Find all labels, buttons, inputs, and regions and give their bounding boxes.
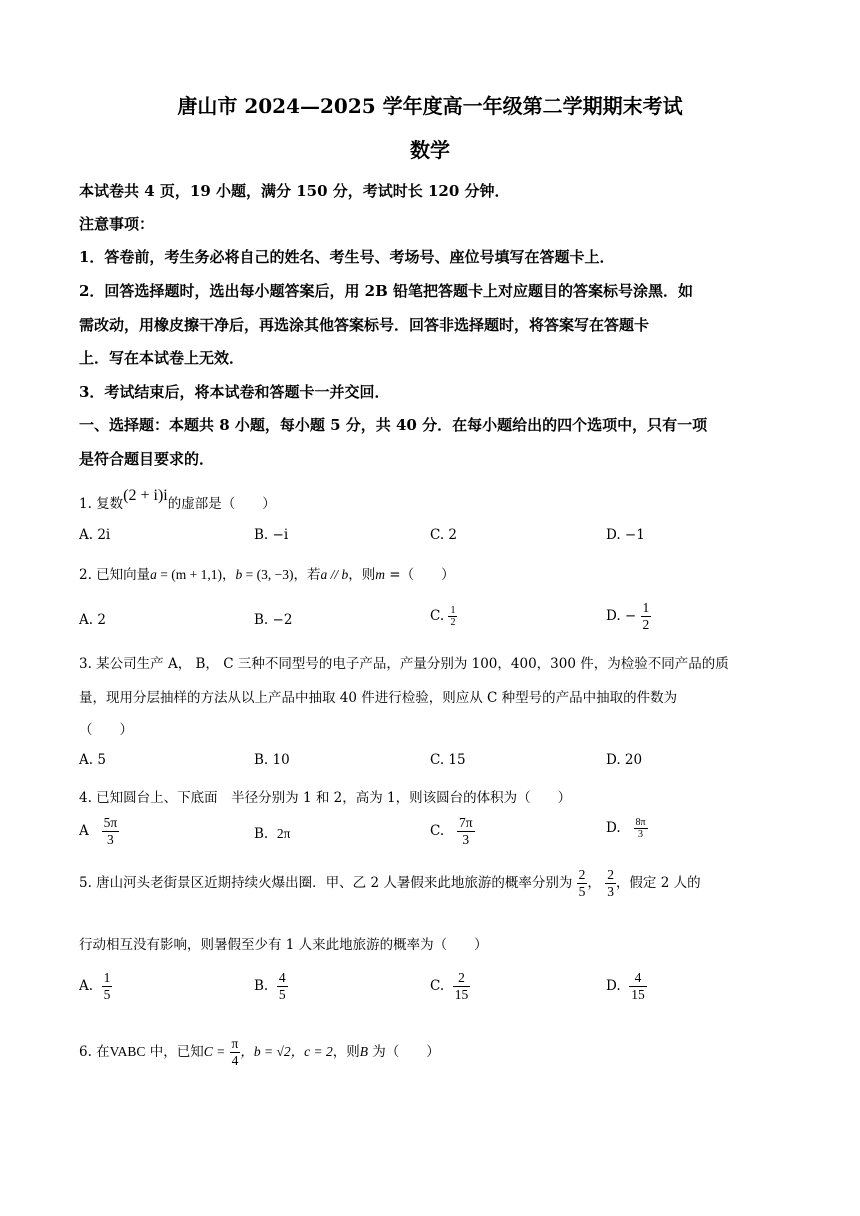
question-3-line1: 3. 某公司生产 A， B， C 三种不同型号的电子产品，产量分别为 100，400，300 件，为检验不同产品的质 [79,656,729,672]
notice-item-2-line1: 2．回答选择题时，选出每小题答案后，用 2B 铅笔把答题卡上对应题目的答案标号涂黑．如 [79,282,694,300]
question-6-stem: 6. 在VABC 中，已知C = $\frac{\pi}{4}$ ，b = √2，c = 2，则B 为（ ） [79,1036,440,1068]
q2-option-a: A. 2 [79,612,106,628]
q5-option-a: A. $\frac{1}{5}$ [79,970,111,1002]
question-3-line2: 量，现用分层抽样的方法从以上产品中抽取 40 件进行检验，则应从 C 种型号的产品中抽取的件数为 [79,690,678,706]
q5-option-d: D. $\frac{4}{15}$ [606,970,645,1002]
section-heading-line1: 一、选择题：本题共 8 小题，每小题 5 分，共 40 分．在每小题给出的四个选项中，只有一项 [79,416,708,434]
q3-option-d: D. 20 [606,752,643,768]
question-1-expression: (2 + i)i [123,487,168,504]
instructions-intro: 本试卷共 4 页，19 小题，满分 150 分，考试时长 120 分钟． [79,182,510,200]
q3-option-b: B. 10 [254,752,290,768]
q2-option-d: D. − $\frac{1}{2}$ [606,600,650,632]
q4-option-c: C. $\frac{7\pi}{3}$ [430,815,473,847]
question-1-stem: 1. 复数(2 + i)i的虚部是（ ） [79,487,276,512]
q3-option-a: A. 5 [79,752,106,768]
notice-label: 注意事项： [79,215,155,233]
notice-item-2-line2: 需改动，用橡皮擦干净后，再选涂其他答案标号．回答非选择题时，将答案写在答题卡 [79,316,650,334]
q2-option-c: C. $\frac{1}{2}$ [430,605,456,628]
exam-subject: 数学 [410,138,450,162]
q4-option-a: A $\frac{5\pi}{3}$ [79,815,118,847]
q4-option-b: B. 2π [254,826,291,842]
notice-item-1: 1．答卷前，考生务必将自己的姓名、考生号、考场号、座位号填写在答题卡上． [79,248,615,266]
notice-item-2-line3: 上．写在本试卷上无效． [79,349,245,367]
q1-option-d: D. −1 [606,527,645,543]
q2-option-b: B. −2 [254,612,293,628]
q1-option-c: C. 2 [430,527,458,543]
q1-option-b: B. −i [254,527,289,543]
section-heading-line2: 是符合题目要求的． [79,450,215,468]
question-2-stem: 2. 已知向量a = (m + 1,1)，b = (3, −3)，若a // b，则m =（ ） [79,567,455,583]
question-5-line2: 行动相互没有影响，则暑假至少有 1 人来此地旅游的概率为（ ） [79,937,488,953]
q5-option-c: C. $\frac{2}{15}$ [430,970,469,1002]
q5-option-b: B. $\frac{4}{5}$ [254,970,286,1002]
notice-item-3: 3．考试结束后，将本试卷和答题卡一并交回． [79,383,390,401]
q3-option-c: C. 15 [430,752,466,768]
exam-title: 唐山市 2024—2025 学年度高一年级第二学期期末考试 [177,94,683,118]
question-3-line3: （ ） [79,722,133,738]
question-5-line1: 5. 唐山河头老街景区近期持续火爆出圈．甲、乙 2 人暑假来此地旅游的概率分别为 $\frac{2}{5}$ ， $\frac{2}{3}$ ，假定 2 人的 [79,867,701,899]
q1-option-a: A. 2i [79,527,111,543]
question-4-stem: 4. 已知圆台上、下底面 半径分别为 1 和 2，高为 1，则该圆台的体积为（ ） [79,790,572,806]
q4-option-d: D. $\frac{8\pi}{3}$ [606,817,646,840]
